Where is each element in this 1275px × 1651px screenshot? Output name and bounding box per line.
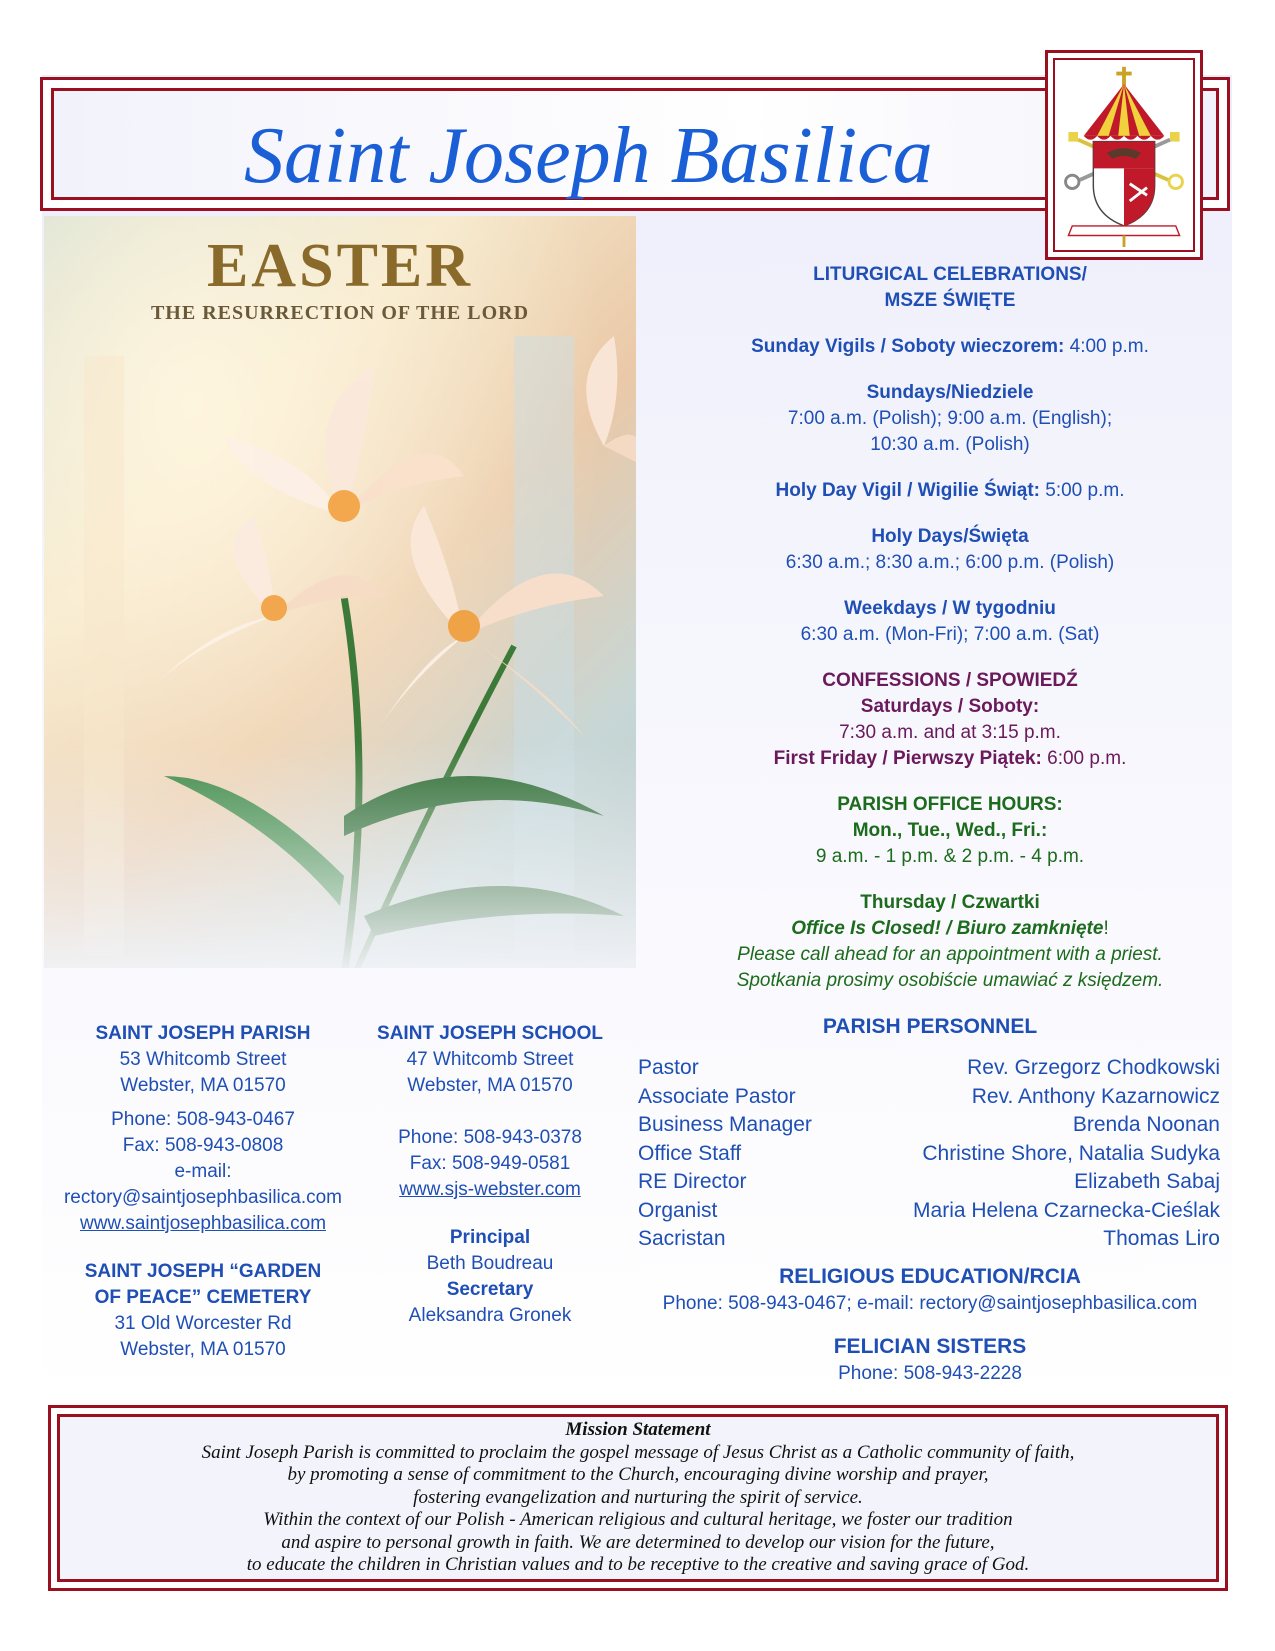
parish-street: 53 Whitcomb Street: [119, 1049, 287, 1070]
confessions-heading: CONFESSIONS / SPOWIEDŹ: [822, 670, 1078, 691]
mission-statement: [57, 1414, 1219, 1582]
sundays-line-1: 7:00 a.m. (Polish); 9:00 a.m. (English);: [787, 408, 1113, 429]
religious-ed-heading: RELIGIOUS EDUCATION/RCIA: [779, 1265, 1081, 1288]
parish-city: Webster, MA 01570: [120, 1075, 286, 1096]
school-street: 47 Whitcomb Street: [406, 1049, 574, 1070]
personnel-row: Sacristan Thomas Liro: [638, 1227, 1220, 1250]
mission-line: Within the context of our Polish - American religious and cultural heritage, we foster our tradition: [263, 1509, 1013, 1530]
thursday-label: Thursday / Czwartki: [860, 892, 1040, 913]
saturdays-label: Saturdays / Soboty:: [860, 696, 1040, 717]
school-website-link[interactable]: www.sjs-webster.com: [399, 1179, 581, 1200]
liturgical-schedule: [700, 262, 1200, 994]
personnel-list: [638, 1054, 1220, 1254]
religious-education: [640, 1263, 1220, 1317]
school-phone: Phone: 508-943-0378: [398, 1127, 582, 1148]
personnel-row: Associate Pastor Rev. Anthony Kazarnowicz: [638, 1084, 1220, 1108]
secretary-name: Aleksandra Gronek: [408, 1305, 572, 1326]
holy-days-label: Holy Days/Święta: [871, 526, 1029, 547]
cemetery-street: 31 Old Worcester Rd: [114, 1313, 292, 1334]
school-heading: SAINT JOSEPH SCHOOL: [377, 1023, 603, 1044]
holy-day-vigil: Holy Day Vigil / Wigilie Świąt: 5:00 p.m.: [775, 480, 1125, 501]
crest-emblem-icon: [1055, 60, 1193, 250]
mission-line: to educate the children in Christian values and to be receptive to the creative and saving grace of God.: [246, 1554, 1030, 1575]
school-city: Webster, MA 01570: [407, 1075, 573, 1096]
felician-heading: FELICIAN SISTERS: [833, 1335, 1027, 1358]
parish-website-link[interactable]: www.saintjosephbasilica.com: [79, 1213, 327, 1234]
first-friday: First Friday / Pierwszy Piątek: 6:00 p.m.: [773, 748, 1127, 769]
easter-title: EASTER: [206, 232, 474, 300]
personnel-heading: PARISH PERSONNEL: [822, 1015, 1038, 1038]
cemetery-city: Webster, MA 01570: [120, 1339, 286, 1360]
office-hours-section: [700, 792, 1200, 994]
personnel-row: RE Director Elizabeth Sabaj: [638, 1170, 1220, 1193]
basilica-crest: [1045, 50, 1203, 260]
office-closed: Office Is Closed! / Biuro zamknięte!: [791, 918, 1109, 939]
lily-illustration: [44, 216, 636, 968]
mission-statement-box: [48, 1405, 1228, 1591]
parish-heading: SAINT JOSEPH PARISH: [95, 1023, 311, 1044]
header-inner-frame: [51, 88, 1219, 200]
sundays-line-2: 10:30 a.m. (Polish): [870, 434, 1030, 455]
page-title: Saint Joseph Basilica: [244, 112, 933, 200]
crest-frame: [1053, 58, 1195, 252]
parish-phone: Phone: 508-943-0467: [111, 1109, 295, 1130]
personnel-row: Organist Maria Helena Czarnecka-Cieślak: [638, 1198, 1220, 1222]
cemetery-heading: SAINT JOSEPH “GARDEN OF PEACE” CEMETERY: [84, 1261, 322, 1308]
office-times: 9 a.m. - 1 p.m. & 2 p.m. - 4 p.m.: [815, 846, 1085, 867]
school-contact: [355, 1021, 625, 1329]
personnel-row: Pastor Rev. Grzegorz Chodkowski: [638, 1056, 1220, 1079]
principal-name: Beth Boudreau: [426, 1253, 554, 1274]
mission-line: and aspire to personal growth in faith. We are determined to develop our vision for the future,: [281, 1531, 995, 1553]
religious-ed-contact: Phone: 508-943-0467; e-mail: rectory@saintjosephbasilica.com: [662, 1293, 1198, 1314]
school-fax: Fax: 508-949-0581: [409, 1153, 571, 1174]
parish-email[interactable]: rectory@saintjosephbasilica.com: [63, 1187, 342, 1208]
mission-line: fostering evangelization and nurturing the spirit of service.: [413, 1486, 863, 1508]
felician-phone: Phone: 508-943-2228: [838, 1363, 1022, 1384]
liturgical-heading: LITURGICAL CELEBRATIONS/ MSZE ŚWIĘTE: [813, 264, 1087, 311]
mission-line: by promoting a sense of commitment to the Church, encouraging divine worship and prayer,: [287, 1464, 989, 1485]
confessions-section: [700, 668, 1200, 772]
sundays-label: Sundays/Niedziele: [866, 382, 1034, 403]
call-ahead-note: Please call ahead for an appointment with a priest.: [737, 944, 1163, 965]
office-days: Mon., Tue., Wed., Fri.:: [852, 820, 1048, 841]
weekdays-label: Weekdays / W tygodniu: [844, 598, 1056, 619]
secretary-label: Secretary: [446, 1279, 534, 1300]
personnel-row: Business Manager Brenda Noonan: [638, 1113, 1220, 1136]
felician-sisters: [640, 1333, 1220, 1387]
holy-days-times: 6:30 a.m.; 8:30 a.m.; 6:00 p.m. (Polish): [785, 552, 1115, 573]
easter-lily-image: [44, 216, 636, 968]
sunday-vigils: Sunday Vigils / Soboty wieczorem: 4:00 p.m.: [751, 336, 1149, 357]
saturdays-times: 7:30 a.m. and at 3:15 p.m.: [839, 722, 1061, 743]
mission-title: Mission Statement: [565, 1419, 711, 1440]
easter-subtitle: THE RESURRECTION OF THE LORD: [150, 302, 530, 324]
mission-line: Saint Joseph Parish is committed to proclaim the gospel message of Jesus Christ as a Catholic community of faith,: [201, 1441, 1075, 1463]
parish-fax: Fax: 508-943-0808: [122, 1135, 284, 1156]
principal-label: Principal: [449, 1227, 531, 1248]
office-heading: PARISH OFFICE HOURS:: [837, 794, 1063, 815]
parish-email-label: e-mail:: [174, 1161, 232, 1182]
call-ahead-note-polish: Spotkania prosimy osobiście umawiać z księdzem.: [736, 970, 1164, 991]
personnel-row: Office Staff Christine Shore, Natalia Sudyka: [638, 1141, 1220, 1165]
weekdays-times: 6:30 a.m. (Mon-Fri); 7:00 a.m. (Sat): [800, 624, 1100, 645]
parish-contact: [58, 1021, 348, 1363]
